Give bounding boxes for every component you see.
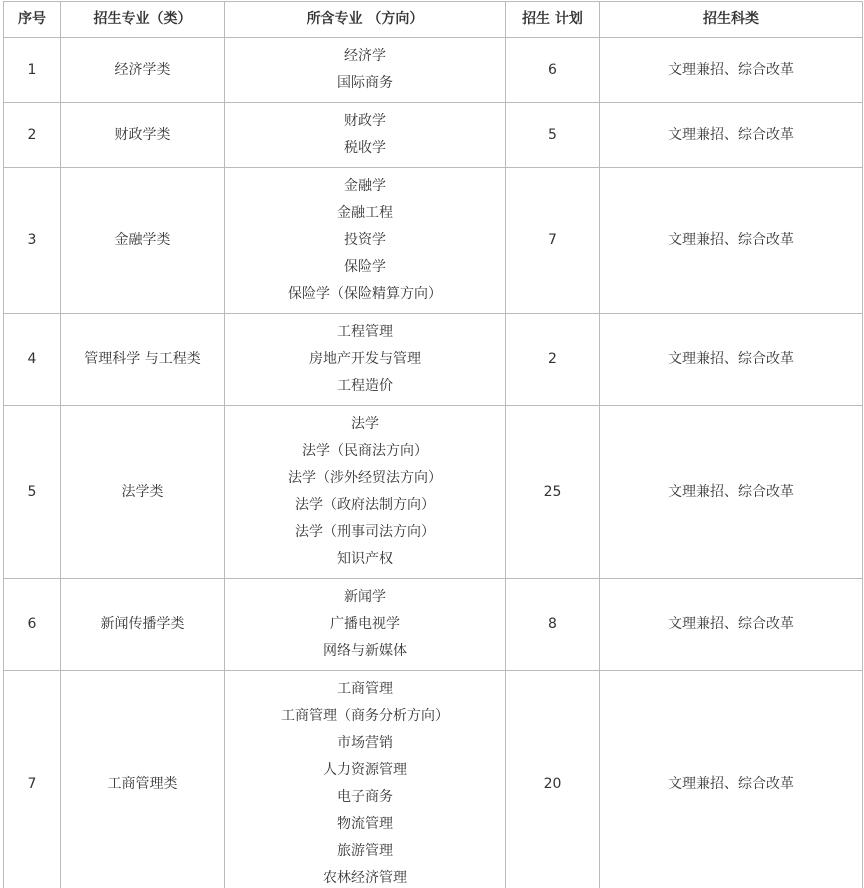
- major-item: 保险学: [344, 259, 386, 275]
- row-plan: 5: [506, 103, 600, 168]
- table-body: [4, 38, 863, 888]
- major-item: 法学（民商法方向）: [302, 443, 428, 459]
- row-subject: 文理兼招、综合改革: [600, 38, 863, 103]
- major-item: 税收学: [344, 140, 386, 156]
- major-item: 工程造价: [337, 378, 393, 394]
- major-item: 市场营销: [337, 735, 393, 751]
- table-row: [4, 168, 863, 314]
- header-subject-type: 招生科类: [600, 2, 863, 38]
- row-category: 新闻传播学类: [61, 579, 225, 671]
- major-item: 法学（涉外经贸法方向）: [288, 470, 442, 486]
- row-category: 工商管理类: [61, 671, 225, 888]
- admissions-table: [3, 1, 863, 888]
- header-row: [4, 2, 863, 38]
- table-row: [4, 406, 863, 579]
- row-number: 7: [4, 671, 61, 888]
- row-category: 法学类: [61, 406, 225, 579]
- header-enrollment-plan: 招生 计划: [506, 2, 600, 38]
- row-category: 财政学类: [61, 103, 225, 168]
- row-subject: 文理兼招、综合改革: [600, 579, 863, 671]
- row-number: 3: [4, 168, 61, 314]
- row-subject: 文理兼招、综合改革: [600, 168, 863, 314]
- major-item: 电子商务: [337, 789, 393, 805]
- row-subject: 文理兼招、综合改革: [600, 671, 863, 888]
- major-item: 财政学: [344, 113, 386, 129]
- major-item: 经济学: [344, 48, 386, 64]
- header-included-majors: 所含专业 （方向）: [225, 2, 506, 38]
- header-number: 序号: [4, 2, 61, 38]
- row-subject: 文理兼招、综合改革: [600, 406, 863, 579]
- row-majors: [225, 38, 506, 103]
- row-subject: 文理兼招、综合改革: [600, 314, 863, 406]
- row-number: 2: [4, 103, 61, 168]
- major-item: 新闻学: [344, 589, 386, 605]
- row-subject: 文理兼招、综合改革: [600, 103, 863, 168]
- row-category: 经济学类: [61, 38, 225, 103]
- header-category: 招生专业（类）: [61, 2, 225, 38]
- row-plan: 25: [506, 406, 600, 579]
- major-item: 物流管理: [337, 816, 393, 832]
- table-row: [4, 579, 863, 671]
- major-item: 工程管理: [337, 324, 393, 340]
- row-plan: 8: [506, 579, 600, 671]
- row-plan: 6: [506, 38, 600, 103]
- row-number: 1: [4, 38, 61, 103]
- major-item: 知识产权: [337, 551, 393, 567]
- row-number: 4: [4, 314, 61, 406]
- row-category: 金融学类: [61, 168, 225, 314]
- row-majors: [225, 314, 506, 406]
- row-number: 5: [4, 406, 61, 579]
- major-item: 法学（政府法制方向）: [295, 497, 435, 513]
- row-category: 管理科学 与工程类: [61, 314, 225, 406]
- row-majors: [225, 671, 506, 888]
- major-item: 房地产开发与管理: [309, 351, 421, 367]
- major-item: 保险学（保险精算方向）: [288, 286, 442, 302]
- major-item: 金融工程: [337, 205, 393, 221]
- major-item: 投资学: [344, 232, 386, 248]
- major-item: 法学: [351, 416, 379, 432]
- major-item: 工商管理: [337, 681, 393, 697]
- row-plan: 7: [506, 168, 600, 314]
- row-majors: [225, 406, 506, 579]
- row-majors: [225, 168, 506, 314]
- table-row: [4, 38, 863, 103]
- major-item: 旅游管理: [337, 843, 393, 859]
- row-plan: 2: [506, 314, 600, 406]
- major-item: 网络与新媒体: [323, 643, 407, 659]
- row-plan: 20: [506, 671, 600, 888]
- table-row: [4, 314, 863, 406]
- row-number: 6: [4, 579, 61, 671]
- row-majors: [225, 103, 506, 168]
- major-item: 人力资源管理: [323, 762, 407, 778]
- major-item: 工商管理（商务分析方向）: [281, 708, 449, 724]
- major-item: 农林经济管理: [323, 870, 407, 886]
- table-row: [4, 671, 863, 888]
- major-item: 国际商务: [337, 75, 393, 91]
- major-item: 法学（刑事司法方向）: [295, 524, 435, 540]
- row-majors: [225, 579, 506, 671]
- major-item: 广播电视学: [330, 616, 400, 632]
- major-item: 金融学: [344, 178, 386, 194]
- table-row: [4, 103, 863, 168]
